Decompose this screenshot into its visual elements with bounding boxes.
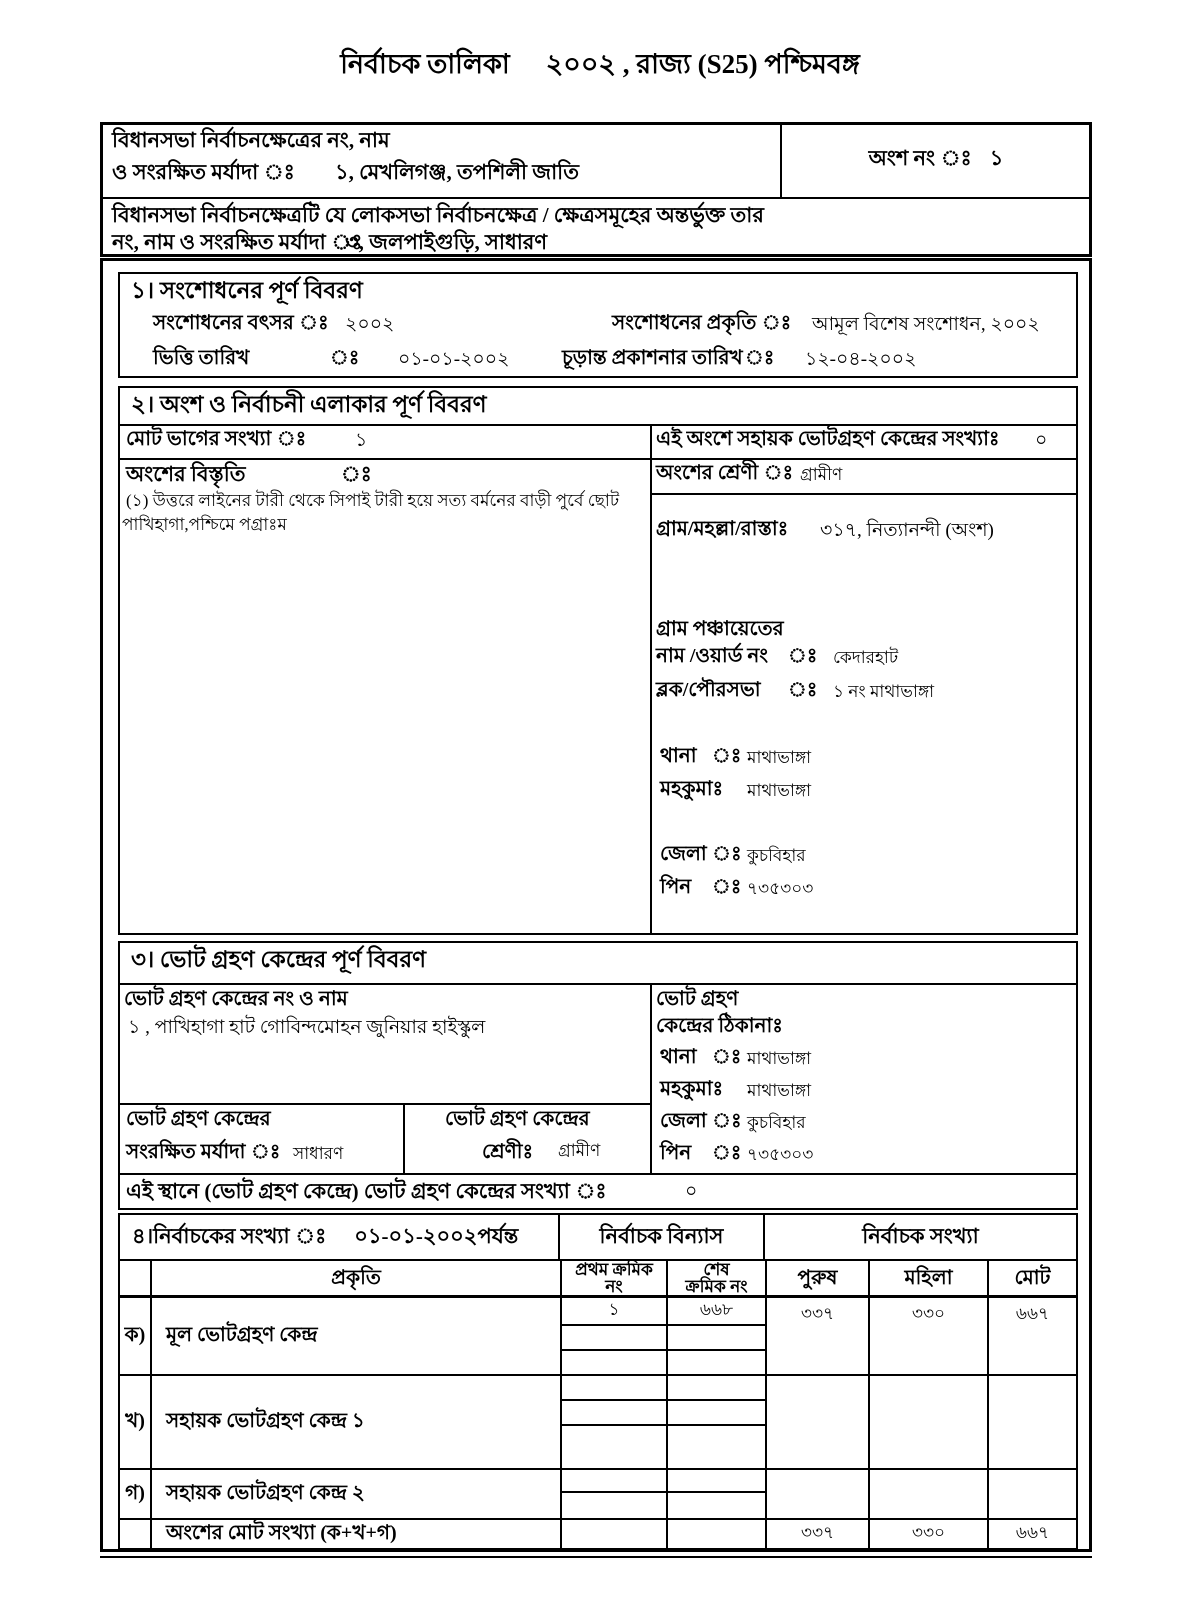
last-serial-cell [668,1351,767,1376]
colon: ঃ [712,1046,742,1068]
row-marker: গ) [120,1470,152,1520]
first-serial-cell [562,1520,668,1548]
colon: ঃ [341,462,372,486]
male-column-header [767,1261,870,1295]
divider [118,458,1078,460]
part-class-value: গ্রামীণ [800,465,843,484]
auxiliary-stations-label: এই অংশে সহায়ক ভোটগ্রহণ কেন্দ্রের সংখ্যাঃ [656,428,1000,450]
marker-column-header [120,1261,152,1295]
gram-panchayat-label-line2: নাম /ওয়ার্ড নং [656,645,768,667]
divider [118,424,1078,426]
row-marker: খ) [120,1376,152,1470]
assembly-constituency-value: ১, মেখলিগঞ্জ, তপশিলী জাতি [335,160,579,184]
part-total-total: ৬৬৭ [1015,1523,1050,1542]
female-count-cell [870,1376,989,1470]
station-pin-label: পিন [660,1142,692,1164]
last-serial-cell [668,1426,767,1470]
station-subdivision-label: মহকুমাঃ [660,1078,724,1100]
part-extent-line1: (১) উত্তরে লাইনের টারী থেকে সিপাই টারী হয়ে সত্য বর্মনের বাড়ী পুর্বে ছোট [126,491,620,510]
female-column-header [870,1261,989,1295]
section2-heading: ২। অংশ ও নির্বাচনী এলাকার পূর্ণ বিবরণ [131,392,487,417]
part-number-cell [782,124,1090,195]
last-serial-cell [668,1493,767,1520]
first-serial-cell: ১ [562,1298,668,1326]
first-serial-cell [562,1376,668,1401]
total-column-header [989,1261,1076,1295]
parliamentary-constituency-value: ৩, জলপাইগুড়ি, সাধারণ [345,230,548,254]
male-count-cell: ৩৩৭ [767,1298,870,1376]
row-marker: ক) [120,1298,152,1376]
station-reserve-label-line2: সংরক্ষিত মর্যাদা ঃ [126,1141,281,1163]
colon: ঃ [712,876,742,898]
part-total-label: অংশের মোট সংখ্যা (ক+খ+গ) [152,1520,562,1548]
row-label: সহায়ক ভোটগ্রহণ কেন্দ্র ২ [152,1470,562,1520]
section2-box [118,386,1078,935]
colon: ঃ [712,1142,742,1164]
parliamentary-constituency-line1: বিধানসভা নির্বাচনক্ষেত্রটি যে লোকসভা নির্বাচনক্ষেত্র / ক্ষেত্রসমূহের অন্তর্ভুক্ত তার [112,203,764,227]
station-reserve-value: সাধারণ [293,1144,344,1163]
colon: ঃ [745,347,775,369]
part-extent-label: অংশের বিস্তৃতি [126,462,246,486]
auxiliary-stations-value: ০ [1035,430,1048,451]
station-address-label-line1: ভোট গ্রহণ [656,988,739,1010]
divider [650,493,1078,495]
section4-electors-table [118,1213,1078,1550]
revision-year-label: সংশোধনের বৎসর ঃ [153,312,329,334]
polling-station-label: ভোট গ্রহণ কেন্দ্রের নং ও নাম [124,988,348,1010]
part-number-label: অংশ নং ঃ [868,146,972,170]
station-subdivision-value: মাথাভাঙ্গা [747,1081,812,1100]
gram-panchayat-label-line1: গ্রাম পঞ্চায়েতের [656,618,784,640]
part-class-label: অংশের শ্রেণী ঃ [656,462,794,484]
page-title [0,44,1200,89]
first-serial-cell [562,1401,668,1426]
divider [650,983,652,1173]
electors-count-date: ০১-০১-২০০২পর্যন্ত [354,1223,519,1248]
block-municipality-label: ব্লক/পৌরসভা [656,679,761,701]
station-police-station-value: মাথাভাঙ্গা [747,1049,812,1068]
last-serial-column-header [668,1261,767,1295]
male-count-cell [767,1376,870,1470]
station-pin-value: ৭৩৫৩০৩ [747,1145,814,1164]
station-address-label-line2: কেন্দ্রের ঠিকানাঃ [656,1015,783,1037]
station-district-label: জেলা ঃ [660,1110,742,1132]
nature-column-label: প্রকৃতি [331,1267,381,1289]
first-serial-label-line2: নং [605,1277,623,1296]
stations-here-count-value: ০ [685,1181,698,1202]
polling-station-value: ১ , পাখিহাগা হাট গোবিন্দমোহন জুনিয়ার হাইস্কুল [128,1017,486,1038]
station-police-station-label: থানা [660,1046,697,1068]
police-station-value: মাথাভাঙ্গা [747,748,812,767]
first-serial-column-header [562,1261,668,1295]
total-count-cell: ৬৬৭ [989,1298,1076,1376]
first-serial-cell [562,1351,668,1376]
divider [118,983,1078,985]
total-row-marker-cell [120,1520,152,1548]
part-extent-line2: পাখিহাগা,পশ্চিমে পগ্রাঃম [122,515,287,534]
first-serial-cell [562,1493,668,1520]
first-serial-label-line1: প্রথম ক্রমিক [575,1260,653,1279]
last-serial-cell [668,1520,767,1548]
electors-count-label: ৪।নির্বাচকের সংখ্যা ঃ [132,1223,327,1248]
section4-column-header-row [120,1261,1076,1298]
last-serial-cell [668,1470,767,1493]
male-count-cell [767,1470,870,1520]
total-column-label: মোট [1014,1267,1051,1289]
row-label: মূল ভোটগ্রহণ কেন্দ্র [152,1298,562,1376]
stations-here-count-label: এই স্থানে (ভোট গ্রহণ কেন্দ্রে) ভোট গ্রহণ কেন্দ্রের সংখ্যা ঃ [126,1179,607,1203]
first-serial-cell [562,1426,668,1470]
male-column-label: পুরুষ [797,1267,838,1289]
pin-value: ৭৩৫৩০৩ [747,879,814,898]
part-total-male: ৩৩৭ [767,1520,870,1548]
colon: ঃ [788,645,818,667]
final-publication-value: ১২-০৪-২০০২ [805,349,917,370]
last-serial-cell [668,1326,767,1351]
last-serial-cell [668,1401,767,1426]
block-municipality-value: ১ নং মাথাভাঙ্গা [833,682,935,701]
revision-nature-value: আমূল বিশেষ সংশোধন, ২০০২ [812,314,1040,335]
female-count-cell [870,1470,989,1520]
elector-number-header: নির্বাচক সংখ্যা [862,1223,979,1248]
qualifying-date-label: ভিত্তি তারিখ [153,347,250,369]
female-column-label: মহিলা [904,1267,953,1289]
subdivision-label: মহকুমাঃ [660,778,724,800]
total-parts-label: মোট ভাগের সংখ্যা ঃ [126,428,307,450]
assembly-constituency-line2-label: ও সংরক্ষিত মর্যাদা ঃ [112,160,295,184]
section4-header-row [120,1215,1076,1261]
page-title-right: ২০০২ , রাজ্য (S25) পশ্চিমবঙ্গ [545,49,860,79]
section3-heading: ৩। ভোট গ্রহণ কেন্দ্রের পূর্ণ বিবরণ [131,947,426,972]
row-label: সহায়ক ভোটগ্রহণ কেন্দ্র ১ [152,1376,562,1470]
first-serial-cell [562,1470,668,1493]
divider [650,424,652,935]
last-serial-cell [668,1376,767,1401]
station-reserve-label-line1: ভোট গ্রহণ কেন্দ্রের [126,1108,271,1130]
revision-nature-label: সংশোধনের প্রকৃতি ঃ [612,312,792,334]
district-value: কুচবিহার [747,846,806,865]
section1-heading: ১। সংশোধনের পূর্ণ বিবরণ [131,278,363,303]
district-label: জেলা ঃ [660,843,742,865]
section3-box [118,941,1078,1210]
elector-number-header-cell [765,1215,1076,1259]
elector-layout-header: নির্বাচক বিন্যাস [599,1223,724,1248]
bottom-double-rule [100,1556,1092,1558]
part-number-value: ১ [989,146,1004,170]
total-parts-value: ১ [355,430,368,451]
nature-column-header [152,1261,562,1295]
divider [118,1173,1078,1175]
station-class-value: গ্রামীণ [558,1141,601,1160]
total-count-cell [989,1470,1076,1520]
pin-label: পিন [660,876,692,898]
divider [100,197,1092,199]
subdivision-value: মাথাভাঙ্গা [747,781,812,800]
divider [403,1103,405,1173]
electors-count-header-cell [120,1215,560,1259]
station-district-value: কুচবিহার [747,1113,806,1132]
section4-table-body [120,1298,1076,1548]
colon: ঃ [330,347,360,369]
parliamentary-constituency-line2-label: নং, নাম ও সংরক্ষিত মর্যাদা ঃ [112,230,363,254]
village-street-label: গ্রাম/মহল্লা/রাস্তাঃ [656,518,789,540]
female-count-cell: ৩৩০ [870,1298,989,1376]
page-title-left: নির্বাচক তালিকা [340,49,510,79]
first-serial-cell [562,1326,668,1351]
colon: ঃ [712,745,742,767]
qualifying-date-value: ০১-০১-২০০২ [398,349,510,370]
assembly-constituency-line1: বিধানসভা নির্বাচনক্ষেত্রের নং, নাম [112,128,390,152]
gram-panchayat-value: কেদারহাট [833,648,899,667]
station-class-label-line1: ভোট গ্রহণ কেন্দ্রের [445,1108,590,1130]
last-serial-label-line2: ক্রমিক নং [685,1277,748,1296]
total-count-cell [989,1376,1076,1470]
police-station-label: থানা [660,745,697,767]
last-serial-label-line1: শেষ [703,1260,730,1279]
part-total-female: ৩৩০ [870,1520,989,1548]
village-street-value: ৩১৭, নিত্যানন্দী (অংশ) [820,520,994,541]
colon: ঃ [788,679,818,701]
elector-layout-header-cell [560,1215,765,1259]
last-serial-cell: ৬৬৮ [668,1298,767,1326]
station-class-label-line2: শ্রেণীঃ [482,1141,534,1163]
divider [118,1103,650,1105]
final-publication-label: চূড়ান্ত প্রকাশনার তারিখ [562,347,743,369]
revision-year-value: ২০০২ [345,314,395,335]
